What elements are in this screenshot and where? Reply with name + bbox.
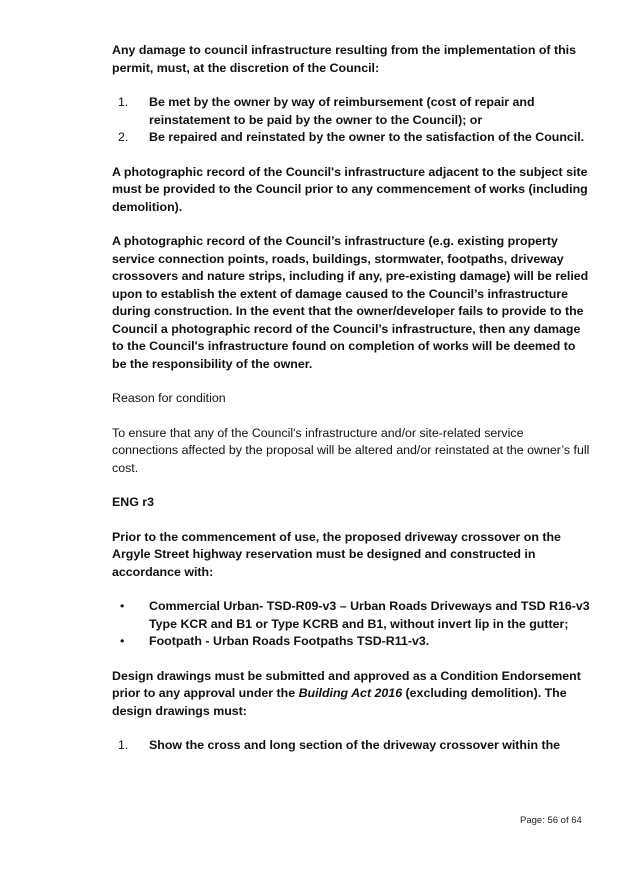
list-item-text: Be repaired and reinstated by the owner to the satisfaction of the Council. (149, 130, 585, 144)
driveway-paragraph: Prior to the commencement of use, the proposed driveway crossover on the Argyle Street highway reservation must be designed and constructed in accordance with: (112, 529, 561, 579)
list-number: 1. (118, 95, 129, 109)
list-number: 2. (118, 130, 129, 144)
list-number: 1. (118, 738, 129, 752)
reason-paragraph: To ensure that any of the Council's infrastructure and/or site-related service connections affected by the proposal will be altered and/or reinstated at the owner’s full cost. (112, 425, 590, 475)
design-text-start: Design drawings must be submitted and approved as a Condition Endorsement prior to any approval under the (112, 668, 581, 700)
list-item (112, 737, 592, 755)
building-act-title: Building Act 2016 (298, 686, 403, 700)
damage-paragraph: Any damage to council infrastructure resulting from the implementation of this permit, must, at the discretion of the Council: (112, 43, 577, 75)
reimbursement-list (112, 94, 592, 147)
drawings-requirements-list (112, 737, 592, 755)
list-item (112, 129, 592, 147)
list-item (112, 94, 592, 129)
bullet-icon: • (120, 634, 125, 648)
standards-list (112, 598, 592, 651)
page-number: Page: 56 of 64 (520, 815, 582, 826)
list-item-text: Be met by the owner by way of reimbursement (cost of repair and reinstatement to be paid by the owner to the Council); or (149, 95, 535, 127)
design-text-end: (excluding demolition). The design drawings must: (112, 686, 567, 718)
photo-record-detail-paragraph: A photographic record of the Council’s infrastructure (e.g. existing property service connection points, roads, buildings, stormwater, footpaths, driveway crossovers and nature strips, including if any, pre-existing damage) will be relied upon to establish the extent of damage caused to the Council’s infrastructure during construction. In the event that the owner/developer fails to provide to the Council a photographic record of the Council’s infrastructure, then any damage to the Council's infrastructure found on completion of works will be deemed to be the responsibility of the owner. (112, 234, 589, 371)
list-item (112, 598, 592, 633)
bullet-icon: • (120, 599, 125, 613)
reason-heading: Reason for condition (112, 391, 226, 405)
design-drawings-paragraph (112, 668, 592, 721)
list-item (112, 633, 592, 651)
document-page (112, 42, 592, 755)
list-item-text: Footpath - Urban Roads Footpaths TSD-R11-v3. (149, 634, 430, 648)
list-item-text: Show the cross and long section of the driveway crossover within the (149, 738, 561, 752)
photo-record-paragraph: A photographic record of the Council's infrastructure adjacent to the subject site must be provided to the Council prior to any commencement of works (including demolition). (112, 164, 588, 214)
list-item-text: Commercial Urban- TSD-R09-v3 – Urban Roads Driveways and TSD R16-v3 Type KCR and B1 or Type KCRB and B1, without invert lip in the gutter; (149, 599, 590, 631)
condition-heading: ENG r3 (112, 495, 155, 509)
